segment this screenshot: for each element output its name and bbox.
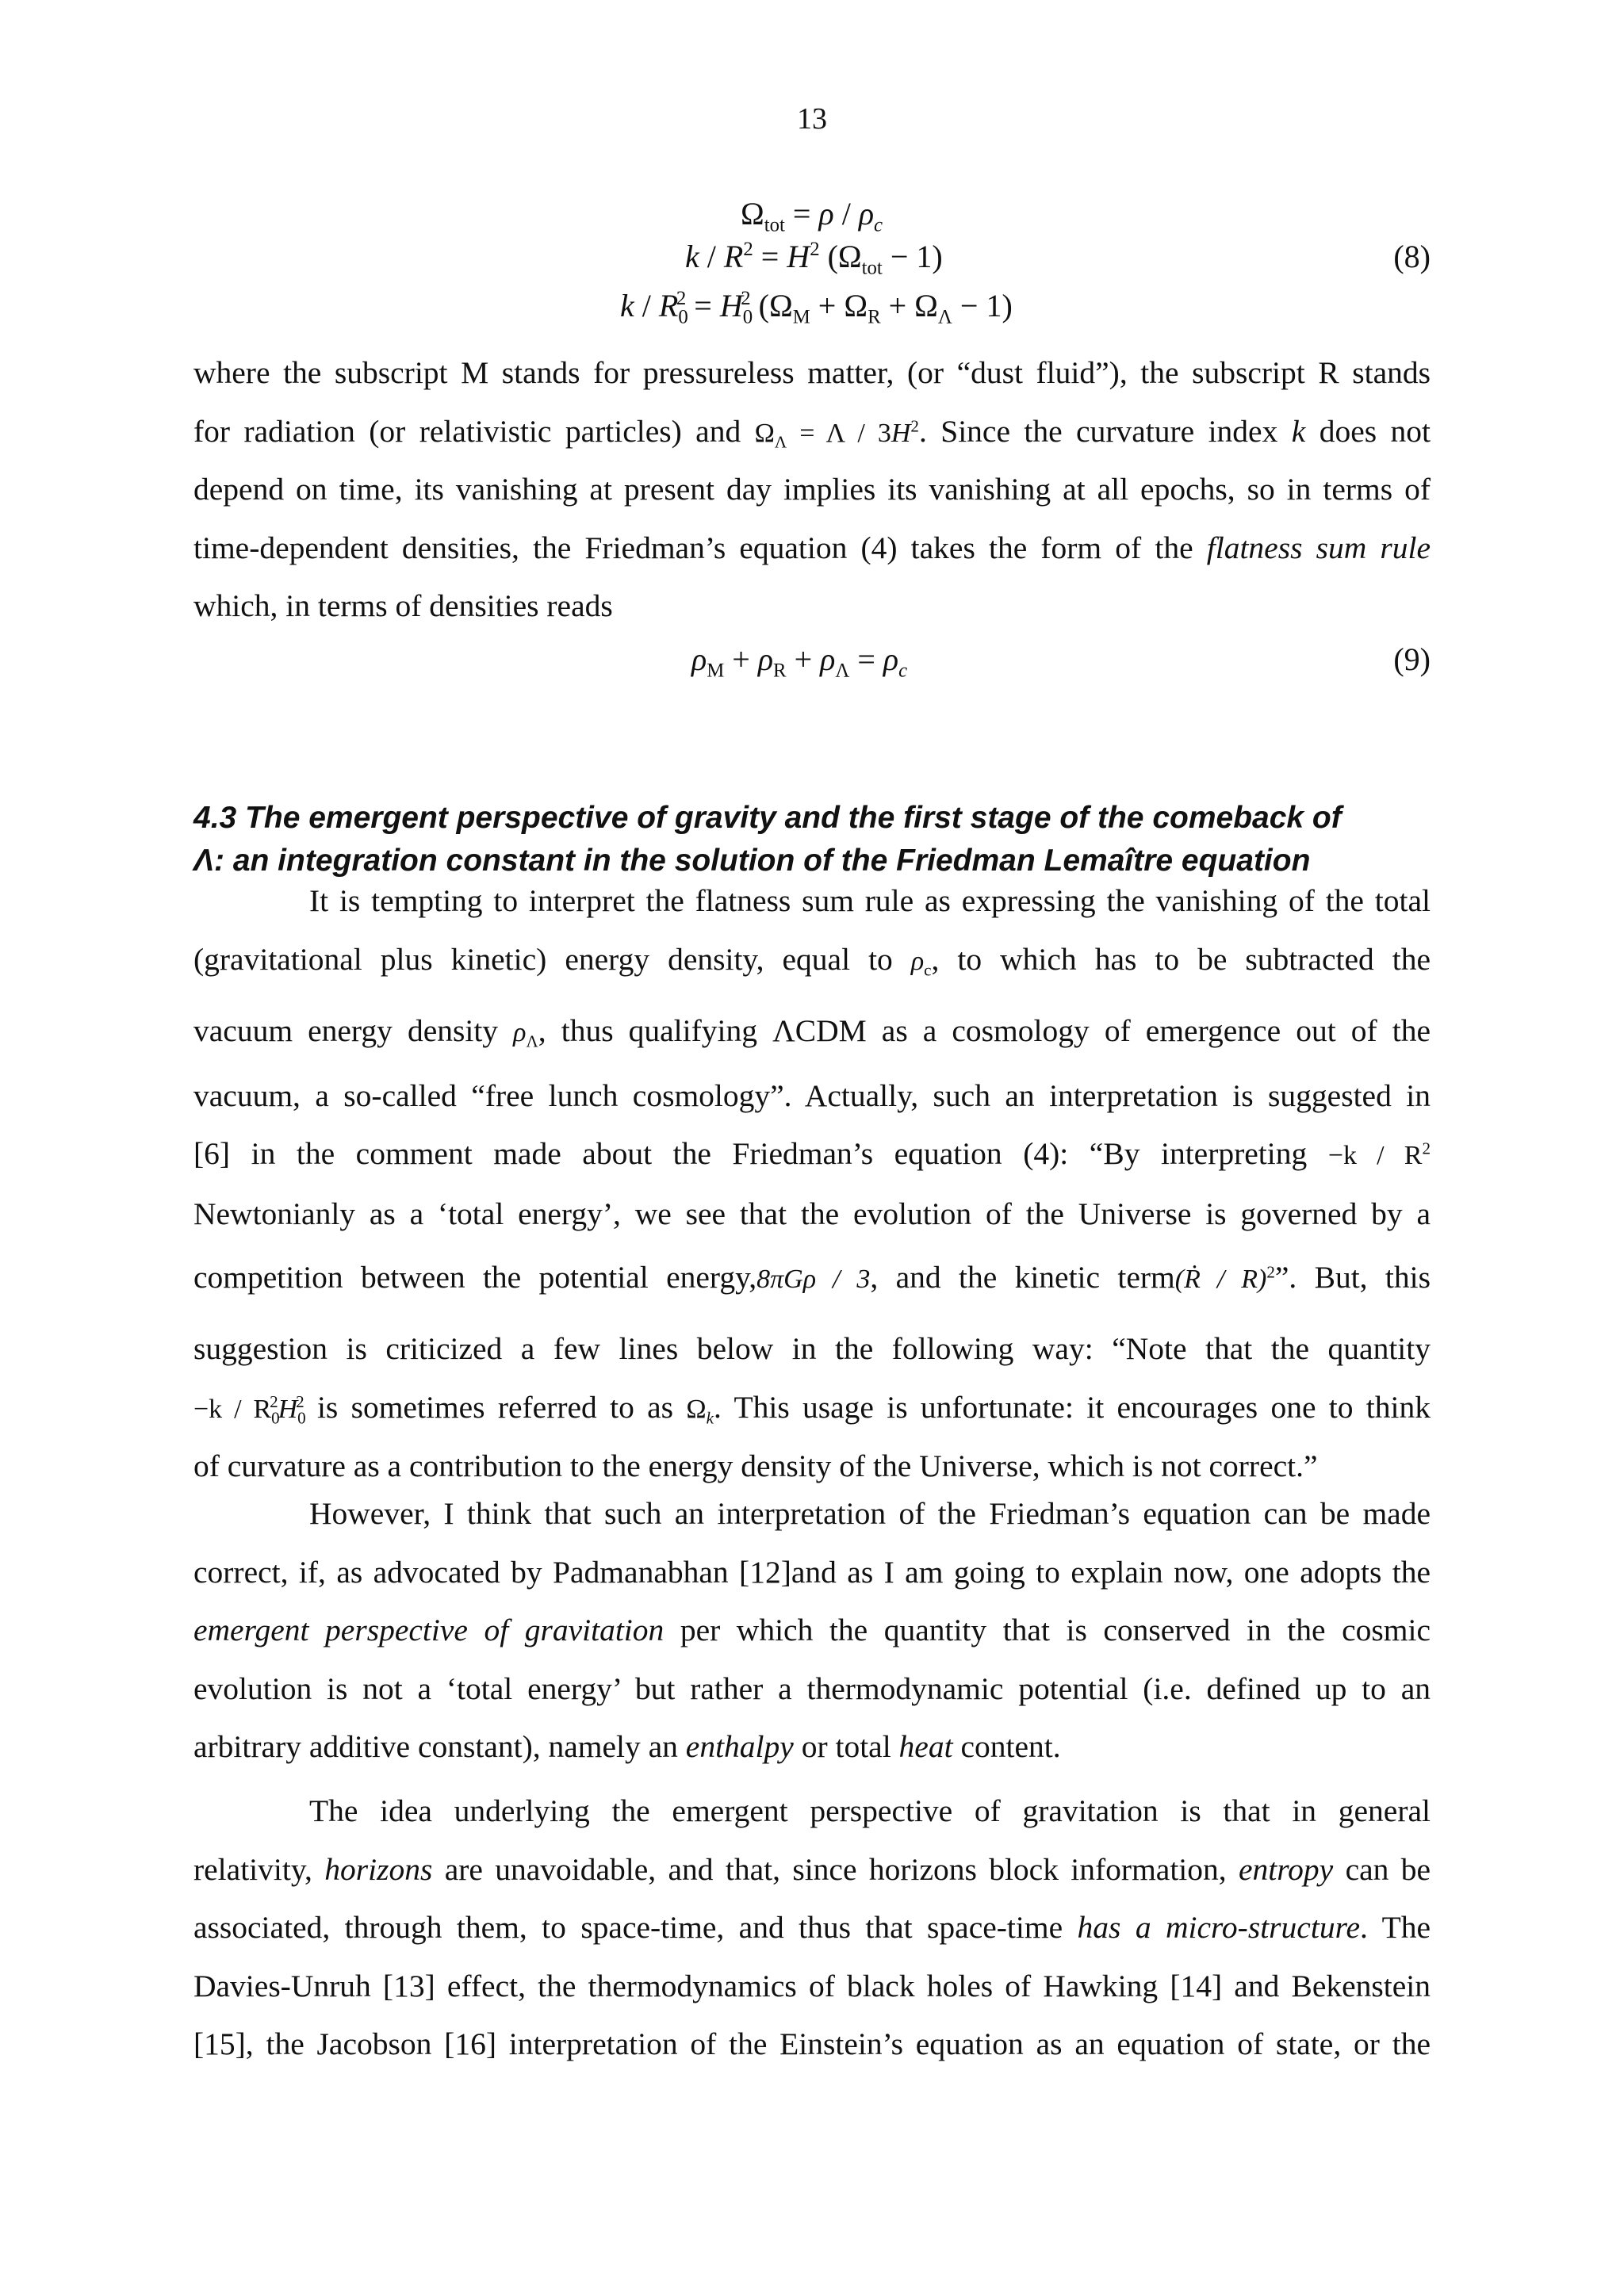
p2-line-2: (gravitational plus kinetic) energy density, equal to $\rho_c$, to which has to be subtracted the — [193, 941, 1431, 979]
p3-line-3: emergent perspective of gravitation per which the quantity that is conserved in the cosmic — [193, 1613, 1431, 1647]
p2-line-6: Newtonianly as a ‘total energy’, we see that the evolution of the Universe is governed by a — [193, 1196, 1431, 1231]
p4-line-4: Davies-Unruh [13] effect, the thermodynamics of black holes of Hawking [14] and Bekenstein — [193, 1968, 1431, 2003]
p2-line-8: suggestion is criticized a few lines below in the following way: “Note that the quantity — [193, 1331, 1431, 1366]
potential-energy-term: 8πGρ / 3 — [756, 1265, 871, 1294]
equation-8 — [193, 190, 1431, 341]
paragraph-4 — [193, 1782, 1431, 2074]
omega-lambda-def: $\Omega_\Lambda = \Lambda / 3H^2$ — [754, 415, 919, 451]
p2-line-1: It is tempting to interpret the flatness sum rule as expressing the vanishing of the total — [309, 883, 1431, 918]
paragraph-1 — [193, 344, 1431, 636]
equation-9-number: (9) — [1393, 641, 1431, 677]
equation-8-line-2: $k / R^2 = H^2$ $(\Omega_{tot} - 1)$ — [685, 239, 943, 279]
p2-line-5: [6] in the comment made about the Friedman’s equation (4): “By interpreting $-k / R^2$ — [193, 1136, 1431, 1171]
kinetic-term: (Ṙ / R)$^2$ — [1174, 1262, 1275, 1294]
omega-k-inline: $\Omega_k$ — [686, 1395, 714, 1428]
p2-line-10: of curvature as a contribution to the energy density of the Universe, which is not correct.” — [193, 1448, 1318, 1483]
p3-line-5: arbitrary additive constant), namely an enthalpy or total heat content. — [193, 1729, 1061, 1764]
p1-line-5: which, in terms of densities reads — [193, 588, 613, 623]
p4-line-5: [15], the Jacobson [16] interpretation of the Einstein’s equation as an equation of state, or the — [193, 2026, 1431, 2061]
p4-line-2: relativity, horizons are unavoidable, and that, since horizons block information, entropy can be — [193, 1851, 1431, 1887]
p3-line-4: evolution is not a ‘total energy’ but rather a thermodynamic potential (i.e. defined up to an — [193, 1670, 1431, 1706]
p1-line-1: where the subscript M stands for pressureless matter, (or “dust fluid”), the subscript R stands — [193, 355, 1431, 390]
p2-line-4: vacuum, a so-called “free lunch cosmology”. Actually, such an interpretation is suggested in — [193, 1077, 1431, 1113]
heading-line-2: Λ: an integration constant in the solution of the Friedman Lemaître equation — [193, 844, 1311, 878]
equation-8-number: (8) — [1393, 239, 1431, 274]
equation-8-line-1: $\Omega_{tot} = \rho / \rho_c$ — [741, 196, 883, 236]
minus-k-over-r2: $-k / R^2$ — [1327, 1138, 1431, 1170]
rho-c-inline: $\rho_c$ — [910, 946, 932, 979]
p1-line-2: for radiation (or relativistic particles) and $\Omega_\Lambda = \Lambda / 3H^2$. Since the curvature index k does not — [193, 413, 1431, 451]
p3-line-2: correct, if, as advocated by Padmanabhan [12]and as I am going to explain now, one adopts the — [193, 1554, 1431, 1590]
equation-8-line-3: $k / R_0^2 = H_0^2$ $(\Omega_M + \Omega_R + \Omega_\Lambda - 1)$ — [620, 288, 1013, 328]
p2-line-7: competition between the potential energy,8πGρ / 3, and the kinetic term(Ṙ / R)$^2$”. But, this — [193, 1260, 1431, 1295]
section-heading-4-3 — [193, 797, 1446, 882]
equation-9 — [193, 641, 1431, 688]
rho-lambda-inline: $\rho_\Lambda$ — [513, 1017, 538, 1050]
p3-line-1: However, I think that such an interpretation of the Friedman’s equation can be made — [309, 1496, 1431, 1531]
p4-line-1: The idea underlying the emergent perspective of gravitation is that in general — [309, 1793, 1431, 1828]
heading-line-1: 4.3 The emergent perspective of gravity and the first stage of the comeback of — [193, 801, 1342, 835]
p4-line-3: associated, through them, to space-time, and thus that space-time has a micro-structure. The — [193, 1910, 1431, 1945]
paragraph-3 — [193, 1485, 1431, 1777]
p2-line-9: $-k / R_0^2H_0^2$ is sometimes referred to as $\Omega_k$. This usage is unfortunate: it encourages one to think — [193, 1390, 1431, 1428]
p1-line-3: depend on time, its vanishing at present day implies its vanishing at all epochs, so in terms of — [193, 472, 1431, 507]
curvature-quantity: $-k / R_0^2H_0^2$ — [193, 1392, 306, 1428]
equation-9-body: $\rho_M + \rho_R + \rho_\Lambda = \rho_c$ — [691, 641, 908, 682]
page-number: 13 — [797, 102, 827, 136]
paragraph-2 — [193, 872, 1431, 1496]
p2-line-3: vacuum energy density $\rho_\Lambda$, thus qualifying ΛCDM as a cosmology of emergence out of the — [193, 1012, 1431, 1050]
p1-line-4: time-dependent densities, the Friedman’s equation (4) takes the form of the flatness sum rule — [193, 530, 1431, 565]
